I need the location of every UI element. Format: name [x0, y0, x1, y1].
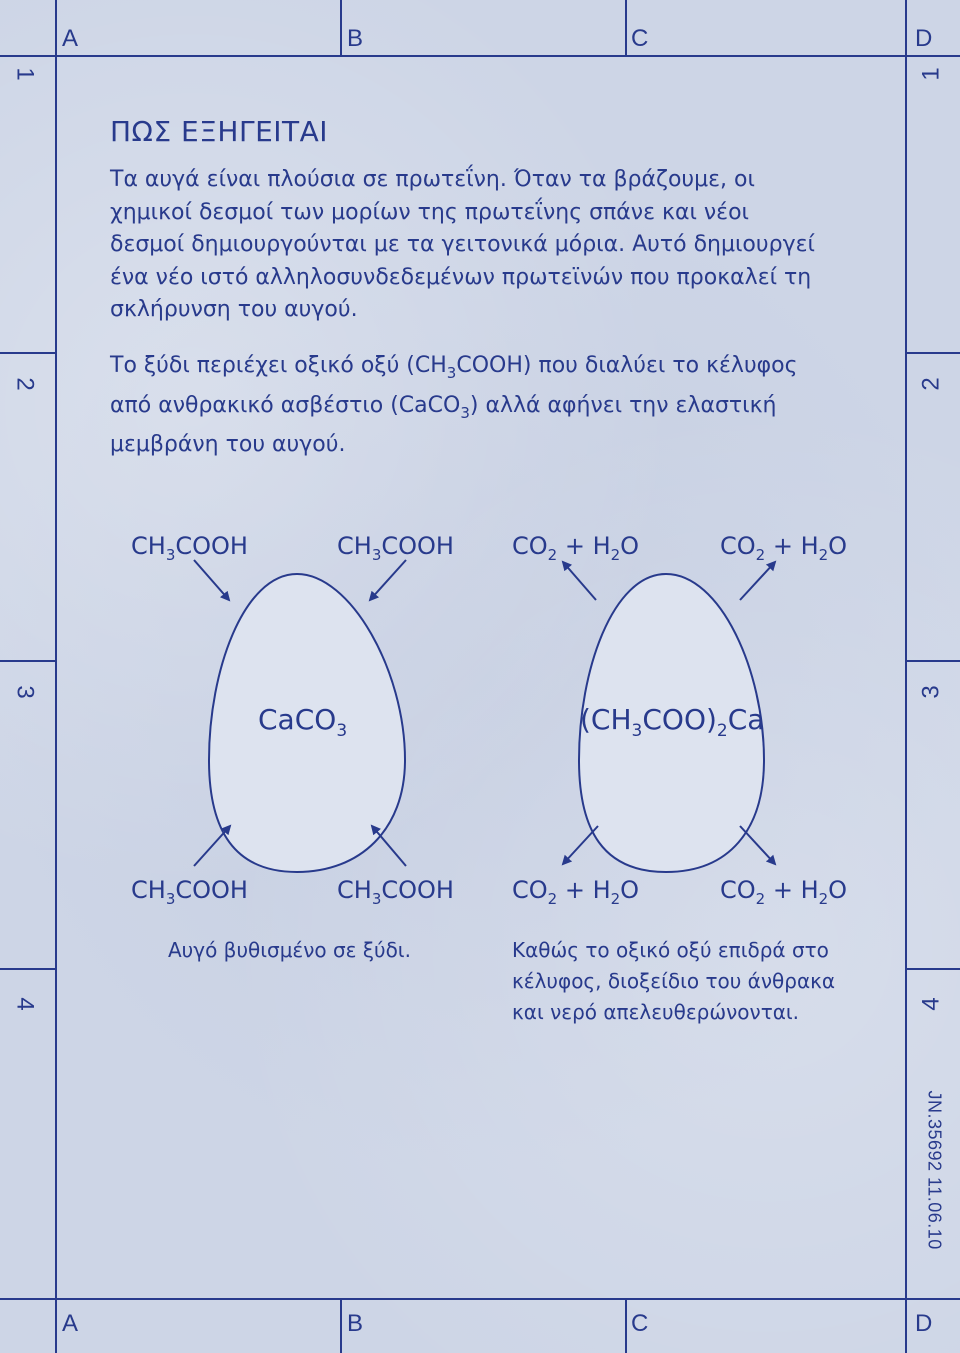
products-top-left [512, 534, 639, 563]
formula-part: + H [765, 876, 819, 904]
arrow-in-bottom-right [372, 826, 406, 866]
col-label-top-d: D [915, 25, 933, 52]
row-label-right-2: 2 [917, 377, 945, 391]
acetic-acid-bottom-right [337, 878, 454, 907]
row-label-left-4: 4 [11, 997, 39, 1011]
formula-part: CO [512, 876, 548, 904]
row-label-right-1: 1 [917, 67, 945, 81]
formula-sub: 2 [610, 546, 621, 564]
formula-part: CaCO [258, 703, 337, 736]
arrow-in-top-left [194, 560, 229, 600]
formula-part: COOH [381, 532, 454, 560]
col-label-top-b: B [347, 25, 364, 52]
formula-sub: 2 [755, 890, 766, 908]
formula-part: (CH [580, 703, 632, 736]
col-label-top-a: A [62, 25, 79, 52]
arrow-out-bottom-right [740, 826, 775, 864]
arrow-out-top-left [563, 562, 596, 600]
row-label-right-3: 3 [917, 685, 945, 699]
arrow-out-top-right [740, 562, 775, 600]
formula-sub: 2 [547, 890, 558, 908]
row-label-left-1: 1 [11, 67, 39, 81]
row-label-left-3: 3 [11, 685, 39, 699]
formula-sub: 2 [818, 546, 829, 564]
formula-part: CH [131, 532, 166, 560]
formula-sub: 2 [755, 546, 766, 564]
arrow-out-bottom-left [563, 826, 598, 864]
formula-part: O [828, 532, 848, 560]
egg-right-label [580, 703, 765, 741]
acetic-acid-top-left [131, 534, 248, 563]
formula-part: + H [557, 532, 611, 560]
explanation-paragraph-1: Τα αυγά είναι πλούσια σε πρωτεΐνη. Όταν τα βράζουμε, οι χημικοί δεσμοί των μορίων της πρωτεΐνης σπάνε και νέοι δεσμοί δημιουργούνται με τα γειτονικά μόρια. Αυτό δημιουργεί ένα νέο ιστό αλληλοσυνδεδεμένων πρωτεϊνών που προκαλεί τη σκλήρυνση του αυγού. [110, 167, 815, 322]
row-label-right-4: 4 [917, 997, 945, 1011]
formula-sub: 3 [336, 721, 348, 741]
formula-part: Ca [727, 703, 765, 736]
acetic-acid-bottom-left [131, 878, 248, 907]
para2-part1: Το ξύδι περιέχει οξικό οξύ (CH [110, 353, 447, 378]
formula-part: O [828, 876, 848, 904]
products-bottom-left [512, 878, 639, 907]
arrow-in-top-right [370, 560, 406, 600]
products-top-right [720, 534, 847, 563]
formula-sub: 3 [631, 721, 643, 741]
para2-sub2: 3 [460, 403, 470, 422]
serial-number: JN.35692 11.06.10 [924, 1090, 945, 1250]
para2-part3: ) αλλά αφήνει την ελαστική μεμβράνη του αυγού. [110, 392, 777, 457]
formula-part: COO) [642, 703, 717, 736]
formula-part: CH [337, 532, 372, 560]
formula-sub: 2 [610, 890, 621, 908]
formula-sub: 3 [371, 890, 382, 908]
formula-part: COOH [381, 876, 454, 904]
col-label-bottom-a: A [62, 1310, 79, 1337]
formula-part: O [620, 876, 640, 904]
caption-right: Καθώς το οξικό οξύ επιδρά στο κέλυφος, διοξείδιο του άνθρακα και νερό απελευθερώνονται. [512, 938, 836, 1024]
formula-sub: 2 [547, 546, 558, 564]
col-label-bottom-c: C [631, 1310, 649, 1337]
acetic-acid-top-right [337, 534, 454, 563]
formula-part: + H [765, 532, 819, 560]
arrow-in-bottom-left [194, 826, 230, 866]
formula-part: CO [512, 532, 548, 560]
formula-part: CO [720, 532, 756, 560]
formula-part: CH [131, 876, 166, 904]
formula-part: CO [720, 876, 756, 904]
caption-left: Αυγό βυθισμένο σε ξύδι. [168, 938, 411, 962]
formula-part: COOH [175, 876, 248, 904]
para2-part2: COOH) που διαλύει το κέλυφος από ανθρακικό ασβέστιο (CaCO [110, 353, 798, 418]
formula-part: COOH [175, 532, 248, 560]
formula-sub: 2 [716, 721, 728, 741]
col-label-bottom-d: D [915, 1310, 933, 1337]
row-label-left-2: 2 [11, 377, 39, 391]
formula-sub: 3 [371, 546, 382, 564]
egg-left-label [258, 703, 348, 741]
col-label-bottom-b: B [347, 1310, 364, 1337]
formula-sub: 3 [165, 890, 176, 908]
formula-part: CH [337, 876, 372, 904]
col-label-top-c: C [631, 25, 649, 52]
formula-sub: 2 [818, 890, 829, 908]
products-bottom-right [720, 878, 847, 907]
page-title: ΠΩΣ ΕΞΗΓΕΙΤΑΙ [110, 115, 329, 148]
formula-part: O [620, 532, 640, 560]
para2-sub1: 3 [446, 364, 457, 382]
formula-part: + H [557, 876, 611, 904]
formula-sub: 3 [165, 546, 176, 564]
